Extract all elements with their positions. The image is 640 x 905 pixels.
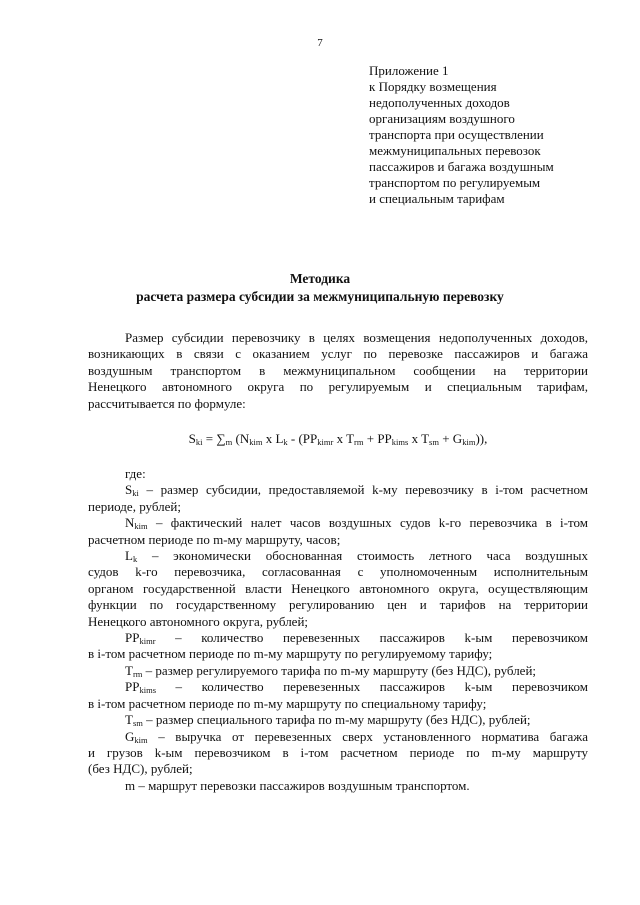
def-symbol: T bbox=[125, 662, 133, 678]
formula-part: S bbox=[188, 431, 196, 446]
def-subscript: kims bbox=[139, 685, 156, 696]
formula-part: + G bbox=[438, 431, 463, 446]
appendix-line: к Порядку возмещения bbox=[369, 79, 497, 94]
formula-subscript: m bbox=[225, 437, 233, 447]
def-m-line bbox=[88, 778, 588, 794]
appendix-line: и специальным тарифам bbox=[369, 191, 505, 206]
where-label: где: bbox=[125, 466, 146, 481]
def-subscript: k bbox=[132, 554, 138, 565]
formula-part: + PP bbox=[363, 431, 392, 446]
def-symbol: L bbox=[125, 548, 133, 564]
appendix-line: Приложение 1 bbox=[369, 63, 449, 78]
formula-subscript: kim bbox=[462, 437, 476, 447]
def-text: – экономически обоснованная стоимость летного часа воздушных bbox=[151, 548, 589, 564]
def-text: – размер субсидии, предоставляемой k-му перевозчику в i-том расчетном bbox=[146, 482, 588, 498]
def-ppr-line bbox=[88, 630, 588, 646]
def-subscript: kimr bbox=[139, 636, 156, 647]
def-l-cont: судов k-го перевозчика, согласованная с уполномоченным исполнительным bbox=[88, 564, 588, 580]
title-line-1: Методика bbox=[289, 271, 351, 286]
def-s-line bbox=[88, 482, 588, 498]
def-text: – количество перевезенных пассажиров k-ым перевозчиком bbox=[175, 679, 588, 695]
def-text: – фактический налет часов воздушных судов k-го перевозчика в i-том bbox=[155, 515, 588, 531]
def-subscript: rm bbox=[132, 668, 143, 679]
def-symbol: N bbox=[125, 515, 135, 531]
def-g-cont: и грузов k-ым перевозчиком в i-том расчетном периоде по m-му маршруту bbox=[88, 744, 588, 760]
appendix-line: межмуниципальных перевозок bbox=[369, 143, 541, 158]
def-ppr-cont: в i-том расчетном периоде по m-му маршруту по регулируемому тарифу; bbox=[88, 646, 493, 662]
def-l-cont: органом государственной власти Ненецкого автономного округа, осуществляющим bbox=[88, 580, 588, 596]
def-g-line bbox=[88, 729, 588, 745]
def-subscript: kim bbox=[134, 521, 148, 532]
intro-line: возникающих в связи с оказанием услуг по перевозке пассажиров и багажа bbox=[88, 346, 588, 362]
formula-part: )), bbox=[475, 431, 488, 446]
def-n-line bbox=[88, 515, 588, 531]
definitions bbox=[88, 466, 588, 794]
def-tr-line bbox=[88, 663, 588, 679]
formula-part: x T bbox=[408, 431, 430, 446]
def-g-cont: (без НДС), рублей; bbox=[88, 761, 193, 777]
def-text: – количество перевезенных пассажиров k-ым перевозчиком bbox=[175, 630, 588, 646]
intro-line: Ненецкого автономного округа по регулируемым и специальным тарифам, bbox=[88, 379, 588, 395]
def-subscript: sm bbox=[132, 718, 143, 729]
def-text: – маршрут перевозки пассажиров воздушным транспортом. bbox=[138, 777, 470, 793]
def-symbol: m bbox=[125, 777, 136, 793]
appendix-block bbox=[369, 63, 554, 207]
def-text: – размер специального тарифа по m-му маршруту (без НДС), рублей; bbox=[146, 712, 531, 728]
formula-subscript: rm bbox=[354, 437, 364, 447]
title-line-2: расчета размера субсидии за межмуниципальную перевозку bbox=[136, 289, 504, 304]
formula-part: x T bbox=[333, 431, 355, 446]
def-symbol: PP bbox=[125, 679, 140, 695]
formula-subscript: sm bbox=[429, 437, 439, 447]
intro-paragraph bbox=[88, 330, 588, 412]
def-pps-cont: в i-том расчетном периоде по m-му маршруту по специальному тарифу; bbox=[88, 695, 487, 711]
formula-subscript: kims bbox=[391, 437, 409, 447]
formula-part: = ∑ bbox=[202, 431, 226, 446]
def-symbol: PP bbox=[125, 630, 140, 646]
intro-line: Размер субсидии перевозчику в целях возмещения недополученных доходов, bbox=[125, 330, 588, 345]
def-symbol: S bbox=[125, 482, 133, 498]
formula-part: (N bbox=[232, 431, 250, 446]
def-ts-line bbox=[88, 712, 588, 728]
def-symbol: T bbox=[125, 712, 133, 728]
def-symbol: G bbox=[125, 728, 135, 744]
formula-subscript: ki bbox=[195, 437, 203, 447]
def-n-cont: расчетном периоде по m-му маршруту, часов; bbox=[88, 531, 341, 547]
appendix-line: пассажиров и багажа воздушным bbox=[369, 159, 554, 174]
formula bbox=[88, 431, 588, 447]
def-text: – размер регулируемого тарифа по m-му маршруту (без НДС), рублей; bbox=[145, 662, 537, 678]
appendix-line: организациям воздушного bbox=[369, 111, 515, 126]
def-s-cont: периоде, рублей; bbox=[88, 498, 181, 514]
intro-line: рассчитывается по формуле: bbox=[88, 395, 246, 411]
page-number: 7 bbox=[317, 37, 323, 49]
formula-part: x L bbox=[262, 431, 284, 446]
def-l-cont: функции по государственному регулированию цен и тарифов на территории bbox=[88, 597, 588, 613]
intro-line: воздушным транспортом в межмуниципальном сообщении на территории bbox=[88, 362, 588, 378]
appendix-line: недополученных доходов bbox=[369, 95, 510, 110]
def-l-cont: Ненецкого автономного округа, рублей; bbox=[88, 613, 309, 629]
def-text: – выручка от перевезенных сверх установленного норматива багажа bbox=[158, 728, 589, 744]
appendix-line: транспорта при осуществлении bbox=[369, 127, 544, 142]
def-l-line bbox=[88, 548, 588, 564]
formula-subscript: k bbox=[283, 437, 288, 447]
appendix-line: транспортом по регулируемым bbox=[369, 175, 541, 190]
def-subscript: ki bbox=[132, 488, 139, 499]
def-pps-line bbox=[88, 679, 588, 695]
document-title bbox=[0, 270, 640, 306]
formula-part: - (PP bbox=[287, 431, 318, 446]
def-subscript: kim bbox=[134, 734, 148, 745]
formula-subscript: kim bbox=[249, 437, 263, 447]
formula-subscript: kimr bbox=[317, 437, 334, 447]
